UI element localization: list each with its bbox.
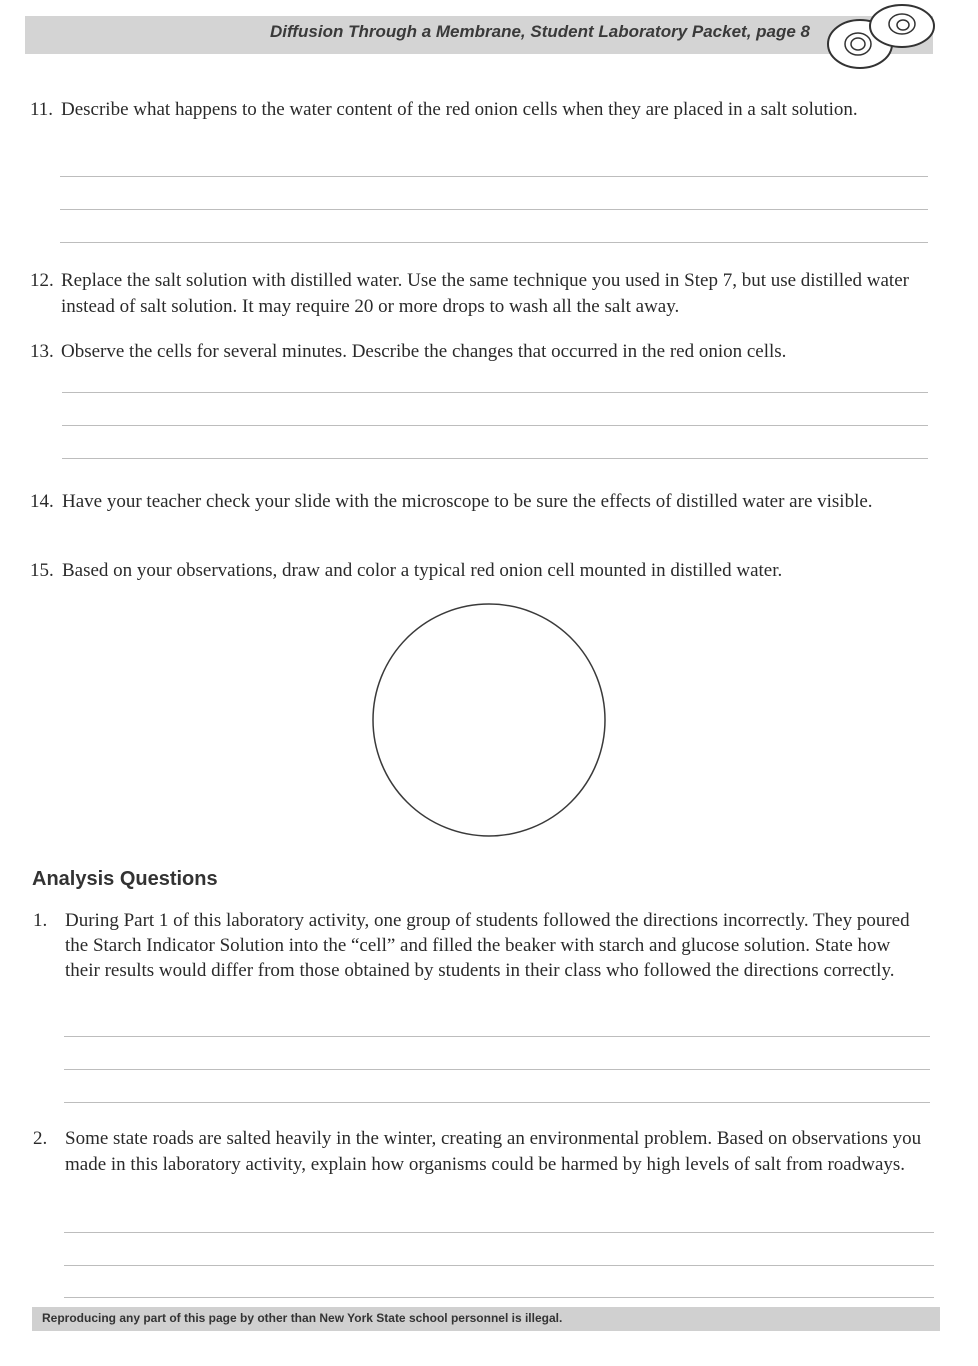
step-12 (30, 268, 910, 320)
footer-copyright-notice: Reproducing any part of this page by other than New York State school personnel is illegal. (42, 1311, 563, 1325)
step-number: 15. (30, 560, 54, 581)
drawing-area-circle[interactable] (371, 602, 607, 838)
answer-line[interactable] (64, 1069, 930, 1070)
answer-line[interactable] (60, 209, 928, 210)
question-text: Some state roads are salted heavily in the winter, creating an environmental problem. Based on observations you made in this laboratory activity, explain how organisms could be harmed by high levels of salt from roadways. (65, 1128, 922, 1175)
answer-line[interactable] (64, 1297, 934, 1298)
analysis-section-title: Analysis Questions (32, 868, 218, 890)
step-text: Have your teacher check your slide with the microscope to be sure the effects of distilled water are visible. (62, 491, 873, 512)
answer-line[interactable] (64, 1102, 930, 1103)
answer-line[interactable] (62, 458, 928, 459)
answer-line[interactable] (62, 392, 928, 393)
step-14 (30, 489, 928, 515)
step-number: 14. (30, 491, 54, 512)
step-text: Replace the salt solution with distilled water. Use the same technique you used in Step 7, but use distilled water instead of salt solution. It may require 20 or more drops to wash all the salt away. (61, 270, 909, 317)
step-number: 12. (30, 270, 54, 291)
analysis-question-1 (33, 908, 929, 983)
answer-line[interactable] (64, 1265, 934, 1266)
answer-line[interactable] (62, 425, 928, 426)
step-text: Describe what happens to the water content of the red onion cells when they are placed in a salt solution. (61, 99, 858, 120)
question-text: During Part 1 of this laboratory activity, one group of students followed the directions incorrectly. They poured the Starch Indicator Solution into the “cell” and filled the beaker with starch and glucose solution. State how their results would differ from those obtained by students in their class who followed the directions correctly. (65, 910, 910, 981)
answer-line[interactable] (64, 1232, 934, 1233)
step-13 (30, 339, 930, 365)
step-number: 11. (30, 99, 54, 120)
analysis-question-2 (33, 1126, 929, 1178)
step-15 (30, 558, 930, 584)
question-number: 2. (33, 1128, 48, 1149)
cells-logo-icon (820, 2, 940, 72)
answer-line[interactable] (60, 242, 928, 243)
answer-line[interactable] (60, 176, 928, 177)
page-header-title: Diffusion Through a Membrane, Student Laboratory Packet, page 8 (270, 22, 810, 41)
step-text: Based on your observations, draw and color a typical red onion cell mounted in distilled water. (62, 560, 783, 581)
step-11 (30, 97, 910, 123)
step-number: 13. (30, 341, 54, 362)
answer-line[interactable] (64, 1036, 930, 1037)
step-text: Observe the cells for several minutes. Describe the changes that occurred in the red onion cells. (61, 341, 787, 362)
question-number: 1. (33, 910, 48, 931)
